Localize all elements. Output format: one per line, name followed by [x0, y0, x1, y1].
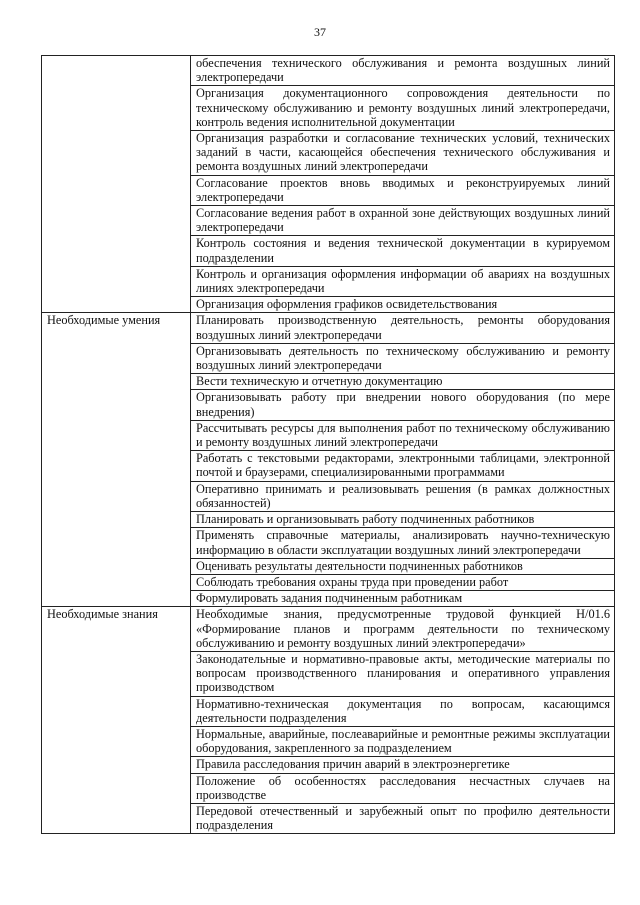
requirement-item: Контроль состояния и ведения технической документации в курируемом подразделении	[191, 236, 615, 266]
requirement-item: Организация разработки и согласование технических условий, технических заданий в части, касающейся обеспечения технического обслуживания и ремонта воздушных линий электропередачи	[191, 131, 615, 176]
section-label: Необходимые знания	[42, 607, 191, 834]
table-row	[42, 56, 615, 86]
requirement-item: Применять справочные материалы, анализировать научно-техническую информацию в области эксплуатации воздушных линий электропередачи	[191, 528, 615, 558]
table-row	[42, 313, 615, 343]
requirement-item: Планировать производственную деятельность, ремонты оборудования воздушных линий электропередачи	[191, 313, 615, 343]
requirement-item: Правила расследования причин аварий в электроэнергетике	[191, 757, 615, 773]
requirement-item: Законодательные и нормативно-правовые акты, методические материалы по вопросам производственного планирования и оперативного управления производством	[191, 651, 615, 696]
requirement-item: Оперативно принимать и реализовывать решения (в рамках должностных обязанностей)	[191, 481, 615, 511]
requirement-item: Организация документационного сопровождения деятельности по техническому обслуживанию и ремонту воздушных линий электропередачи, контроль ведения исполнительной документации	[191, 86, 615, 131]
requirement-item: Необходимые знания, предусмотренные трудовой функцией Н/01.6 «Формирование планов и программ деятельности по техническому обслуживанию и ремонту воздушных линий электропередачи»	[191, 607, 615, 652]
requirement-item: Контроль и организация оформления информации об авариях на воздушных линиях электропередачи	[191, 266, 615, 296]
requirement-item: Работать с текстовыми редакторами, электронными таблицами, электронной почтой и браузерами, специализированными программами	[191, 451, 615, 481]
requirement-item: Нормальные, аварийные, послеаварийные и ремонтные режимы эксплуатации оборудования, закрепленного за подразделением	[191, 726, 615, 756]
section-label: Необходимые умения	[42, 313, 191, 607]
requirement-item: обеспечения технического обслуживания и ремонта воздушных линий электропередачи	[191, 56, 615, 86]
requirement-item: Соблюдать требования охраны труда при проведении работ	[191, 574, 615, 590]
requirement-item: Оценивать результаты деятельности подчиненных работников	[191, 558, 615, 574]
requirement-item: Организовывать работу при внедрении нового оборудования (по мере внедрения)	[191, 390, 615, 420]
requirement-item: Согласование проектов вновь вводимых и реконструируемых линий электропередачи	[191, 175, 615, 205]
requirement-item: Согласование ведения работ в охранной зоне действующих воздушных линий электропередачи	[191, 206, 615, 236]
requirement-item: Планировать и организовывать работу подчиненных работников	[191, 512, 615, 528]
requirement-item: Нормативно-техническая документация по вопросам, касающимся деятельности подразделения	[191, 696, 615, 726]
requirement-item: Положение об особенностях расследования несчастных случаев на производстве	[191, 773, 615, 803]
requirement-item: Организация оформления графиков освидетельствования	[191, 297, 615, 313]
section-label	[42, 56, 191, 313]
requirement-item: Организовывать деятельность по техническому обслуживанию и ремонту воздушных линий электропередачи	[191, 343, 615, 373]
requirement-item: Формулировать задания подчиненным работникам	[191, 591, 615, 607]
requirement-item: Вести техническую и отчетную документацию	[191, 374, 615, 390]
page-number: 37	[314, 25, 326, 39]
requirement-item: Передовой отечественный и зарубежный опыт по профилю деятельности подразделения	[191, 803, 615, 833]
requirements-table	[41, 55, 615, 834]
table-row	[42, 607, 615, 652]
requirement-item: Рассчитывать ресурсы для выполнения работ по техническому обслуживанию и ремонту воздушных линий электропередачи	[191, 420, 615, 450]
